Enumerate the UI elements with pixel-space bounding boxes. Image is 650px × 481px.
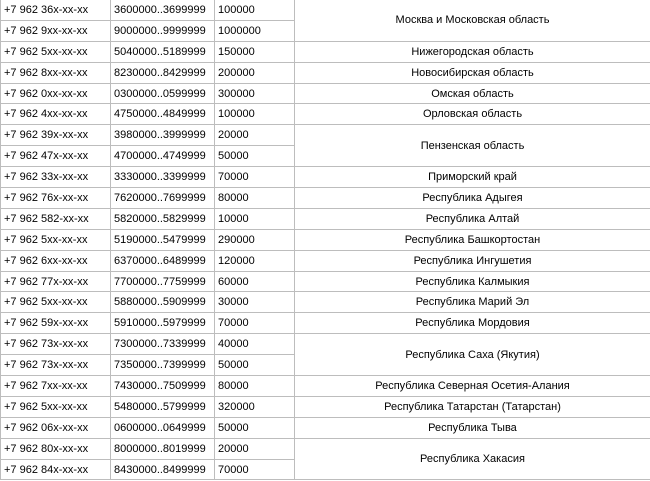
capacity-cell: 30000 [215,292,295,313]
phone-prefix-cell: +7 962 47x-xx-xx [1,146,111,167]
phone-prefix-cell: +7 962 7xx-xx-xx [1,376,111,397]
capacity-cell: 100000 [215,0,295,20]
capacity-cell: 50000 [215,417,295,438]
table-row [1,62,650,83]
capacity-cell: 120000 [215,250,295,271]
phone-prefix-cell: +7 962 4xx-xx-xx [1,104,111,125]
number-range-cell: 7300000..7339999 [111,334,215,355]
table-row [1,208,650,229]
capacity-cell: 50000 [215,146,295,167]
capacity-cell: 60000 [215,271,295,292]
number-range-cell: 5040000..5189999 [111,41,215,62]
capacity-cell: 50000 [215,355,295,376]
region-cell: Нижегородская область [295,41,650,62]
phone-prefix-cell: +7 962 0xx-xx-xx [1,83,111,104]
region-cell: Республика Саха (Якутия) [295,334,650,376]
region-cell: Республика Мордовия [295,313,650,334]
phone-prefix-cell: +7 962 80x-xx-xx [1,438,111,459]
number-range-cell: 5880000..5909999 [111,292,215,313]
region-cell: Орловская область [295,104,650,125]
number-range-cell: 8000000..8019999 [111,438,215,459]
table-row [1,41,650,62]
phone-prefix-cell: +7 962 9xx-xx-xx [1,20,111,41]
capacity-cell: 290000 [215,229,295,250]
number-range-cell: 8430000..8499999 [111,459,215,480]
number-range-cell: 0600000..0649999 [111,417,215,438]
number-range-cell: 7700000..7759999 [111,271,215,292]
region-cell: Республика Тыва [295,417,650,438]
number-range-cell: 8230000..8429999 [111,62,215,83]
capacity-cell: 320000 [215,396,295,417]
phone-prefix-cell: +7 962 5xx-xx-xx [1,41,111,62]
region-cell: Республика Адыгея [295,188,650,209]
region-cell: Республика Хакасия [295,438,650,480]
region-cell: Республика Марий Эл [295,292,650,313]
number-range-cell: 5190000..5479999 [111,229,215,250]
phone-prefix-cell: +7 962 39x-xx-xx [1,125,111,146]
capacity-cell: 70000 [215,459,295,480]
phone-prefix-cell: +7 962 6xx-xx-xx [1,250,111,271]
table-row [1,271,650,292]
phone-prefix-cell: +7 962 33x-xx-xx [1,167,111,188]
number-range-cell: 5910000..5979999 [111,313,215,334]
table-row [1,188,650,209]
region-cell: Омская область [295,83,650,104]
phone-prefix-cell: +7 962 73x-xx-xx [1,334,111,355]
region-cell: Республика Ингушетия [295,250,650,271]
table-body [1,0,650,480]
number-range-cell: 7620000..7699999 [111,188,215,209]
phone-prefix-cell: +7 962 5xx-xx-xx [1,396,111,417]
region-cell: Приморский край [295,167,650,188]
table-row [1,376,650,397]
number-range-cell: 3600000..3699999 [111,0,215,20]
phone-prefix-cell: +7 962 36x-xx-xx [1,0,111,20]
table-row [1,250,650,271]
region-cell: Республика Башкортостан [295,229,650,250]
table-row [1,83,650,104]
capacity-cell: 40000 [215,334,295,355]
table-row [1,313,650,334]
table-row [1,0,650,20]
region-cell: Республика Алтай [295,208,650,229]
number-range-cell: 3980000..3999999 [111,125,215,146]
number-range-cell: 9000000..9999999 [111,20,215,41]
phone-prefix-cell: +7 962 5xx-xx-xx [1,229,111,250]
table-row [1,334,650,355]
phone-prefix-cell: +7 962 76x-xx-xx [1,188,111,209]
number-range-cell: 5820000..5829999 [111,208,215,229]
phone-prefix-cell: +7 962 84x-xx-xx [1,459,111,480]
capacity-cell: 20000 [215,125,295,146]
region-cell: Москва и Московская область [295,0,650,41]
number-range-cell: 5480000..5799999 [111,396,215,417]
number-range-cell: 3330000..3399999 [111,167,215,188]
table-row [1,396,650,417]
table-row [1,104,650,125]
capacity-cell: 80000 [215,376,295,397]
phone-prefix-cell: +7 962 59x-xx-xx [1,313,111,334]
capacity-cell: 300000 [215,83,295,104]
region-cell: Республика Северная Осетия-Алания [295,376,650,397]
capacity-cell: 150000 [215,41,295,62]
number-range-cell: 4700000..4749999 [111,146,215,167]
capacity-cell: 70000 [215,167,295,188]
table-row [1,292,650,313]
capacity-cell: 100000 [215,104,295,125]
capacity-cell: 200000 [215,62,295,83]
table-row [1,417,650,438]
number-range-cell: 7350000..7399999 [111,355,215,376]
region-cell: Новосибирская область [295,62,650,83]
number-range-cell: 0300000..0599999 [111,83,215,104]
phone-prefix-cell: +7 962 5xx-xx-xx [1,292,111,313]
region-cell: Пензенская область [295,125,650,167]
capacity-cell: 1000000 [215,20,295,41]
region-cell: Республика Татарстан (Татарстан) [295,396,650,417]
capacity-cell: 70000 [215,313,295,334]
phone-prefix-cell: +7 962 06x-xx-xx [1,417,111,438]
table-row [1,167,650,188]
number-range-cell: 6370000..6489999 [111,250,215,271]
table-row [1,125,650,146]
capacity-cell: 80000 [215,188,295,209]
number-range-cell: 7430000..7509999 [111,376,215,397]
number-range-cell: 4750000..4849999 [111,104,215,125]
capacity-cell: 20000 [215,438,295,459]
phone-prefix-cell: +7 962 77x-xx-xx [1,271,111,292]
phone-prefix-cell: +7 962 582-xx-xx [1,208,111,229]
phone-prefix-cell: +7 962 8xx-xx-xx [1,62,111,83]
table-row [1,438,650,459]
region-cell: Республика Калмыкия [295,271,650,292]
table-row [1,229,650,250]
capacity-cell: 10000 [215,208,295,229]
phone-prefix-cell: +7 962 73x-xx-xx [1,355,111,376]
